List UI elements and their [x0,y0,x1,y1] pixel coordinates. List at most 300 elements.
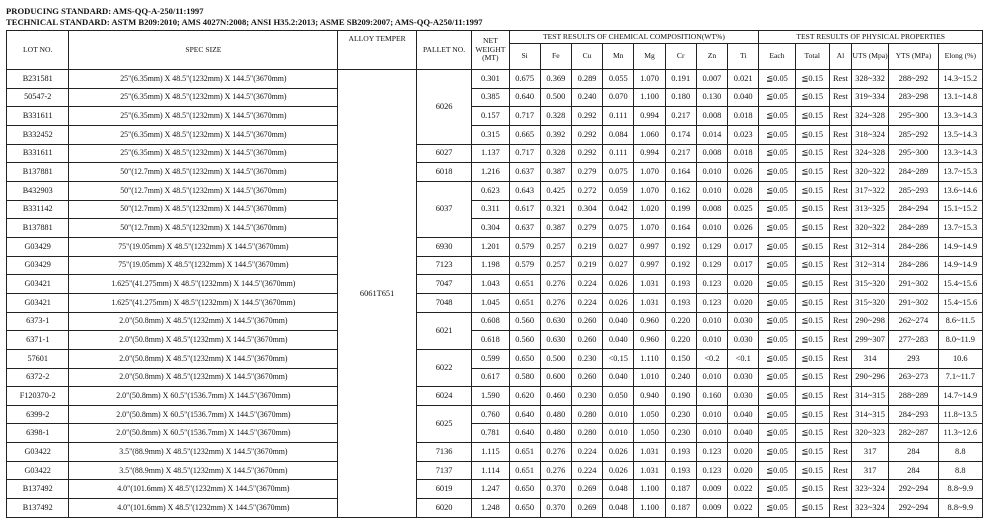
lot-no-cell: B137881 [7,219,69,238]
lot-no-cell: F120370-2 [7,387,69,406]
net-weight-cell: 1.115 [472,443,509,462]
net-weight-cell: 1.114 [472,461,509,480]
lot-no-cell: 6372-2 [7,368,69,387]
spec-size-cell: 50"(12.7mm) X 48.5"(1232mm) X 144.5"(3670mm) [69,181,338,200]
fe-cell: 0.276 [540,293,571,312]
uts-cell: 328~332 [851,70,888,89]
al-header: Al [829,44,851,70]
lot-no-header: LOT NO. [7,31,69,70]
si-cell: 0.650 [509,499,540,518]
fe-cell: 0.480 [540,424,571,443]
total-cell: ≦0.15 [795,331,829,350]
total-cell: ≦0.15 [795,349,829,368]
cr-cell: 0.230 [665,424,696,443]
al-cell: Rest [829,144,851,163]
yts-cell: 284~286 [889,237,938,256]
pallet-no-cell: 6018 [416,163,471,182]
pallet-no-cell: 6024 [416,387,471,406]
elong-cell: 8.8~9.9 [938,499,982,518]
yts-cell: 284~294 [889,200,938,219]
each-cell: ≦0.05 [759,125,795,144]
mn-cell: 0.010 [603,424,634,443]
lot-no-cell: G03429 [7,237,69,256]
uts-cell: 320~322 [851,163,888,182]
cr-cell: 0.220 [665,312,696,331]
zn-cell: 0.123 [696,275,727,294]
each-cell: ≦0.05 [759,331,795,350]
uts-header: UTS (Mpa) [851,44,888,70]
ti-cell: 0.017 [728,237,759,256]
si-cell: 0.640 [509,88,540,107]
table-row [7,88,983,107]
elong-cell: 8.8~9.9 [938,480,982,499]
cr-cell: 0.164 [665,219,696,238]
yts-cell: 283~298 [889,88,938,107]
mn-cell: 0.027 [603,256,634,275]
mg-cell: 1.070 [634,70,665,89]
al-cell: Rest [829,331,851,350]
yts-cell: 277~283 [889,331,938,350]
net-weight-cell: 1.247 [472,480,509,499]
uts-cell: 318~324 [851,125,888,144]
mg-cell: 0.994 [634,107,665,126]
each-cell: ≦0.05 [759,461,795,480]
pallet-no-cell: 6025 [416,405,471,442]
alloy-temper-cell: 6061T651 [338,70,417,518]
each-cell: ≦0.05 [759,181,795,200]
cu-cell: 0.292 [571,125,602,144]
spec-size-header: SPEC SIZE [69,31,338,70]
mg-cell: 0.940 [634,387,665,406]
zn-cell: 0.160 [696,387,727,406]
each-cell: ≦0.05 [759,312,795,331]
fe-cell: 0.387 [540,219,571,238]
total-cell: ≦0.15 [795,200,829,219]
table-body [7,70,983,518]
mn-cell: 0.040 [603,368,634,387]
mn-cell: 0.111 [603,144,634,163]
al-cell: Rest [829,237,851,256]
mn-cell: 0.084 [603,125,634,144]
elong-cell: 15.4~15.6 [938,275,982,294]
each-cell: ≦0.05 [759,405,795,424]
total-cell: ≦0.15 [795,387,829,406]
al-cell: Rest [829,368,851,387]
fe-cell: 0.425 [540,181,571,200]
each-cell: ≦0.05 [759,219,795,238]
net-weight-cell: 1.198 [472,256,509,275]
fe-cell: 0.276 [540,461,571,480]
zn-cell: 0.010 [696,312,727,331]
each-cell: ≦0.05 [759,70,795,89]
lot-no-cell: B137492 [7,480,69,499]
elong-cell: 13.3~14.3 [938,107,982,126]
spec-size-cell: 2.0"(50.8mm) X 60.5"(1536.7mm) X 144.5"(3670mm) [69,405,338,424]
spec-size-cell: 25"(6.35mm) X 48.5"(1232mm) X 144.5"(3670mm) [69,144,338,163]
fe-cell: 0.257 [540,237,571,256]
net-weight-cell: 0.304 [472,219,509,238]
uts-cell: 290~296 [851,368,888,387]
pallet-no-cell: 6027 [416,144,471,163]
ti-header: Ti [728,44,759,70]
uts-cell: 315~320 [851,275,888,294]
elong-cell: 11.8~13.5 [938,405,982,424]
table-row [7,312,983,331]
each-cell: ≦0.05 [759,237,795,256]
each-cell: ≦0.05 [759,107,795,126]
si-cell: 0.637 [509,219,540,238]
lot-no-cell: B331142 [7,200,69,219]
fe-cell: 0.276 [540,275,571,294]
table-row [7,480,983,499]
cr-cell: 0.150 [665,349,696,368]
al-cell: Rest [829,181,851,200]
fe-cell: 0.370 [540,480,571,499]
cu-cell: 0.292 [571,144,602,163]
yts-cell: 285~292 [889,125,938,144]
pallet-no-cell: 7137 [416,461,471,480]
ti-cell: 0.030 [728,331,759,350]
si-cell: 0.640 [509,405,540,424]
uts-cell: 313~325 [851,200,888,219]
cu-cell: 0.230 [571,349,602,368]
yts-cell: 284~293 [889,405,938,424]
elong-cell: 11.3~12.6 [938,424,982,443]
lot-no-cell: B432903 [7,181,69,200]
yts-cell: 284 [889,443,938,462]
al-cell: Rest [829,387,851,406]
ti-cell: <0.1 [728,349,759,368]
al-cell: Rest [829,107,851,126]
fe-cell: 0.276 [540,443,571,462]
ti-cell: 0.030 [728,387,759,406]
net-weight-cell: 0.157 [472,107,509,126]
ti-cell: 0.022 [728,499,759,518]
fe-cell: 0.392 [540,125,571,144]
each-cell: ≦0.05 [759,387,795,406]
cr-cell: 0.190 [665,387,696,406]
mn-cell: <0.15 [603,349,634,368]
table-row [7,107,983,126]
zn-cell: 0.130 [696,88,727,107]
ti-cell: 0.030 [728,368,759,387]
table-row [7,405,983,424]
ti-cell: 0.026 [728,163,759,182]
total-cell: ≦0.15 [795,144,829,163]
spec-size-cell: 3.5"(88.9mm) X 48.5"(1232mm) X 144.5"(3670mm) [69,443,338,462]
al-cell: Rest [829,125,851,144]
fe-cell: 0.460 [540,387,571,406]
net-weight-cell: 0.760 [472,405,509,424]
al-cell: Rest [829,443,851,462]
cr-cell: 0.199 [665,200,696,219]
total-cell: ≦0.15 [795,461,829,480]
spec-size-cell: 25"(6.35mm) X 48.5"(1232mm) X 144.5"(3670mm) [69,88,338,107]
each-cell: ≦0.05 [759,443,795,462]
table-row [7,293,983,312]
lot-no-cell: B331611 [7,107,69,126]
each-cell: ≦0.05 [759,200,795,219]
spec-size-cell: 2.0"(50.8mm) X 60.5"(1536.7mm) X 144.5"(3670mm) [69,424,338,443]
table-row [7,331,983,350]
fe-cell: 0.480 [540,405,571,424]
mg-cell: 1.100 [634,480,665,499]
net-weight-cell: 1.216 [472,163,509,182]
al-cell: Rest [829,275,851,294]
cu-cell: 0.292 [571,107,602,126]
yts-cell: 288~289 [889,387,938,406]
elong-cell: 8.0~11.9 [938,331,982,350]
uts-cell: 314~315 [851,405,888,424]
net-weight-cell: 0.599 [472,349,509,368]
fe-cell: 0.328 [540,144,571,163]
cu-cell: 0.279 [571,219,602,238]
mg-cell: 1.070 [634,219,665,238]
cu-cell: 0.260 [571,368,602,387]
total-cell: ≦0.15 [795,443,829,462]
cu-cell: 0.269 [571,499,602,518]
spec-size-cell: 25"(6.35mm) X 48.5"(1232mm) X 144.5"(3670mm) [69,125,338,144]
spec-size-cell: 50"(12.7mm) X 48.5"(1232mm) X 144.5"(3670mm) [69,163,338,182]
fe-cell: 0.600 [540,368,571,387]
net-weight-cell: 0.608 [472,312,509,331]
total-cell: ≦0.15 [795,237,829,256]
spec-size-cell: 2.0"(50.8mm) X 48.5"(1232mm) X 144.5"(3670mm) [69,331,338,350]
each-cell: ≦0.05 [759,88,795,107]
mg-cell: 1.050 [634,424,665,443]
uts-cell: 299~307 [851,331,888,350]
mn-cell: 0.026 [603,275,634,294]
elong-cell: 14.9~14.9 [938,256,982,275]
table-row [7,125,983,144]
spec-size-cell: 50"(12.7mm) X 48.5"(1232mm) X 144.5"(3670mm) [69,200,338,219]
cr-cell: 0.174 [665,125,696,144]
mn-cell: 0.075 [603,163,634,182]
uts-cell: 314~315 [851,387,888,406]
cu-cell: 0.280 [571,405,602,424]
zn-cell: 0.009 [696,499,727,518]
pallet-no-cell: 6019 [416,480,471,499]
mg-cell: 1.100 [634,88,665,107]
spec-size-cell: 2.0"(50.8mm) X 48.5"(1232mm) X 144.5"(3670mm) [69,368,338,387]
si-cell: 0.650 [509,480,540,499]
lot-no-cell: 6399-2 [7,405,69,424]
each-cell: ≦0.05 [759,499,795,518]
total-cell: ≦0.15 [795,312,829,331]
ti-cell: 0.020 [728,461,759,480]
yts-cell: 291~302 [889,275,938,294]
mn-cell: 0.075 [603,219,634,238]
mn-cell: 0.055 [603,70,634,89]
si-cell: 0.651 [509,443,540,462]
uts-cell: 317 [851,461,888,480]
cr-cell: 0.193 [665,461,696,480]
mg-cell: 1.060 [634,125,665,144]
zn-cell: <0.2 [696,349,727,368]
pallet-no-cell: 7136 [416,443,471,462]
cr-cell: 0.187 [665,499,696,518]
cr-cell: 0.162 [665,181,696,200]
mn-cell: 0.111 [603,107,634,126]
pallet-no-cell: 6037 [416,181,471,237]
spec-size-cell: 75"(19.05mm) X 48.5"(1232mm) X 144.5"(3670mm) [69,237,338,256]
mn-cell: 0.026 [603,461,634,480]
cr-cell: 0.193 [665,275,696,294]
table-row [7,499,983,518]
yts-cell: 292~294 [889,480,938,499]
mn-cell: 0.026 [603,293,634,312]
ti-cell: 0.020 [728,275,759,294]
mg-cell: 1.031 [634,275,665,294]
ti-cell: 0.023 [728,125,759,144]
elong-cell: 8.6~11.5 [938,312,982,331]
table-row [7,200,983,219]
net-weight-cell: 0.623 [472,181,509,200]
elong-cell: 13.5~14.3 [938,125,982,144]
elong-cell: 8.8 [938,461,982,480]
lot-no-cell: G03421 [7,293,69,312]
fe-cell: 0.387 [540,163,571,182]
zn-cell: 0.010 [696,424,727,443]
mn-cell: 0.070 [603,88,634,107]
table-row [7,424,983,443]
uts-cell: 317 [851,443,888,462]
cu-cell: 0.272 [571,181,602,200]
fe-cell: 0.321 [540,200,571,219]
table-row [7,275,983,294]
al-cell: Rest [829,405,851,424]
mn-cell: 0.040 [603,312,634,331]
si-cell: 0.560 [509,312,540,331]
elong-cell: 7.1~11.7 [938,368,982,387]
si-header: Si [509,44,540,70]
uts-cell: 315~320 [851,293,888,312]
mg-cell: 1.010 [634,368,665,387]
elong-cell: 14.7~14.9 [938,387,982,406]
zn-cell: 0.010 [696,368,727,387]
fe-cell: 0.630 [540,312,571,331]
mg-cell: 1.031 [634,293,665,312]
uts-cell: 320~323 [851,424,888,443]
each-cell: ≦0.05 [759,275,795,294]
al-cell: Rest [829,461,851,480]
cu-cell: 0.219 [571,237,602,256]
zn-cell: 0.008 [696,144,727,163]
si-cell: 0.640 [509,424,540,443]
yts-cell: 284~289 [889,163,938,182]
al-cell: Rest [829,200,851,219]
mg-cell: 1.110 [634,349,665,368]
total-cell: ≦0.15 [795,70,829,89]
net-weight-cell: 1.201 [472,237,509,256]
alloy-temper-header: ALLOY TEMPER [338,31,417,70]
ti-cell: 0.040 [728,405,759,424]
yts-header: YTS (MPa) [889,44,938,70]
table-row [7,256,983,275]
net-weight-cell: 0.301 [472,70,509,89]
spec-size-cell: 4.0"(101.6mm) X 48.5"(1232mm) X 144.5"(3670mm) [69,480,338,499]
si-cell: 0.717 [509,144,540,163]
total-cell: ≦0.15 [795,499,829,518]
mn-cell: 0.048 [603,480,634,499]
mn-cell: 0.040 [603,331,634,350]
ti-cell: 0.022 [728,480,759,499]
mg-cell: 0.997 [634,237,665,256]
cr-cell: 0.217 [665,144,696,163]
lot-no-cell: 6373-1 [7,312,69,331]
technical-standard: TECHNICAL STANDARD: ASTM B209:2010; AMS 4027N:2008; ANSI H35.2:2013; ASME SB209:2007; AMS-QQ-A250/11:1997 [6,17,483,27]
fe-cell: 0.370 [540,499,571,518]
lot-no-cell: G03422 [7,443,69,462]
each-cell: ≦0.05 [759,349,795,368]
lot-no-cell: G03422 [7,461,69,480]
table-row [7,443,983,462]
net-weight-cell: 1.045 [472,293,509,312]
cr-cell: 0.217 [665,107,696,126]
zn-cell: 0.123 [696,443,727,462]
si-cell: 0.643 [509,181,540,200]
fe-cell: 0.500 [540,349,571,368]
total-cell: ≦0.15 [795,88,829,107]
cr-cell: 0.164 [665,163,696,182]
chemical-composition-header: TEST RESULTS OF CHEMICAL COMPOSITION(WT%) [509,31,759,44]
pallet-no-cell: 6022 [416,349,471,386]
cu-header: Cu [571,44,602,70]
each-cell: ≦0.05 [759,256,795,275]
spec-size-cell: 2.0"(50.8mm) X 60.5"(1536.7mm) X 144.5"(3670mm) [69,387,338,406]
total-cell: ≦0.15 [795,424,829,443]
ti-cell: 0.040 [728,88,759,107]
pallet-no-cell: 6930 [416,237,471,256]
net-weight-header: NET WEIGHT (MT) [472,31,509,70]
spec-size-cell: 1.625"(41.275mm) X 48.5"(1232mm) X 144.5"(3670mm) [69,275,338,294]
yts-cell: 292~294 [889,499,938,518]
cu-cell: 0.260 [571,312,602,331]
si-cell: 0.620 [509,387,540,406]
ti-cell: 0.017 [728,256,759,275]
zn-cell: 0.123 [696,293,727,312]
ti-cell: 0.028 [728,181,759,200]
zn-cell: 0.129 [696,256,727,275]
al-cell: Rest [829,163,851,182]
net-weight-cell: 1.248 [472,499,509,518]
yts-cell: 291~302 [889,293,938,312]
zn-cell: 0.010 [696,405,727,424]
ti-cell: 0.040 [728,424,759,443]
pallet-no-cell: 7047 [416,275,471,294]
producing-standard: PRODUCING STANDARD: AMS-QQ-A-250/11:1997 [6,6,204,16]
yts-cell: 285~293 [889,181,938,200]
si-cell: 0.675 [509,70,540,89]
cu-cell: 0.240 [571,88,602,107]
cr-cell: 0.192 [665,237,696,256]
lot-no-cell: B332452 [7,125,69,144]
uts-cell: 320~322 [851,219,888,238]
each-cell: ≦0.05 [759,480,795,499]
mg-cell: 0.997 [634,256,665,275]
si-cell: 0.717 [509,107,540,126]
al-cell: Rest [829,219,851,238]
zn-cell: 0.010 [696,181,727,200]
pallet-no-cell: 6026 [416,70,471,145]
elong-header: Elong (%) [938,44,982,70]
si-cell: 0.580 [509,368,540,387]
al-cell: Rest [829,70,851,89]
cu-cell: 0.304 [571,200,602,219]
total-cell: ≦0.15 [795,480,829,499]
lot-no-cell: 57601 [7,349,69,368]
table-row [7,237,983,256]
